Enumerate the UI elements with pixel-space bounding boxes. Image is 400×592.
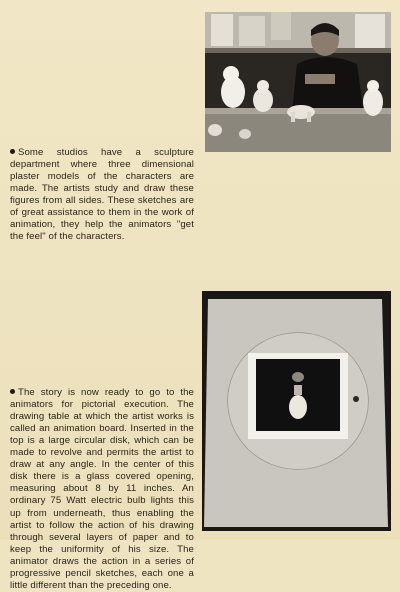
bullet-icon bbox=[10, 149, 15, 154]
animation-board-caption-text: The story is now ready to go to the animators for pictorial execution. The drawing table at which the artist works is called an animation board. Inserted in the top is a large circular disk, which can be made to revolve and permits the artist to draw at any angle. In the center of this disk there is a glass covered opening, measuring about 8 by 11 inches. An ordinary 75 Watt electric bulb lights this up from underneath, thus enabling the artist to follow the action of his drawing through several layers of paper and to keep the uniformity of his size. The animator draws the action in a series of progressive pencil sketches, each one a little different than the preceding one. bbox=[10, 386, 194, 592]
sculpture-caption-text: Some studios have a sculpture department where three dimensional plaster models of the characters are made. The artists study and draw these figures from all sides. These sketches are of great assistance to them in the work of animation, they help the animators "get the feel" of the characters. bbox=[10, 146, 194, 243]
animation-board-caption bbox=[10, 387, 194, 592]
bullet-icon bbox=[10, 389, 15, 394]
sculptor-photo bbox=[205, 12, 391, 152]
animation-board-photo bbox=[202, 291, 391, 531]
sculpture-caption bbox=[10, 147, 194, 244]
